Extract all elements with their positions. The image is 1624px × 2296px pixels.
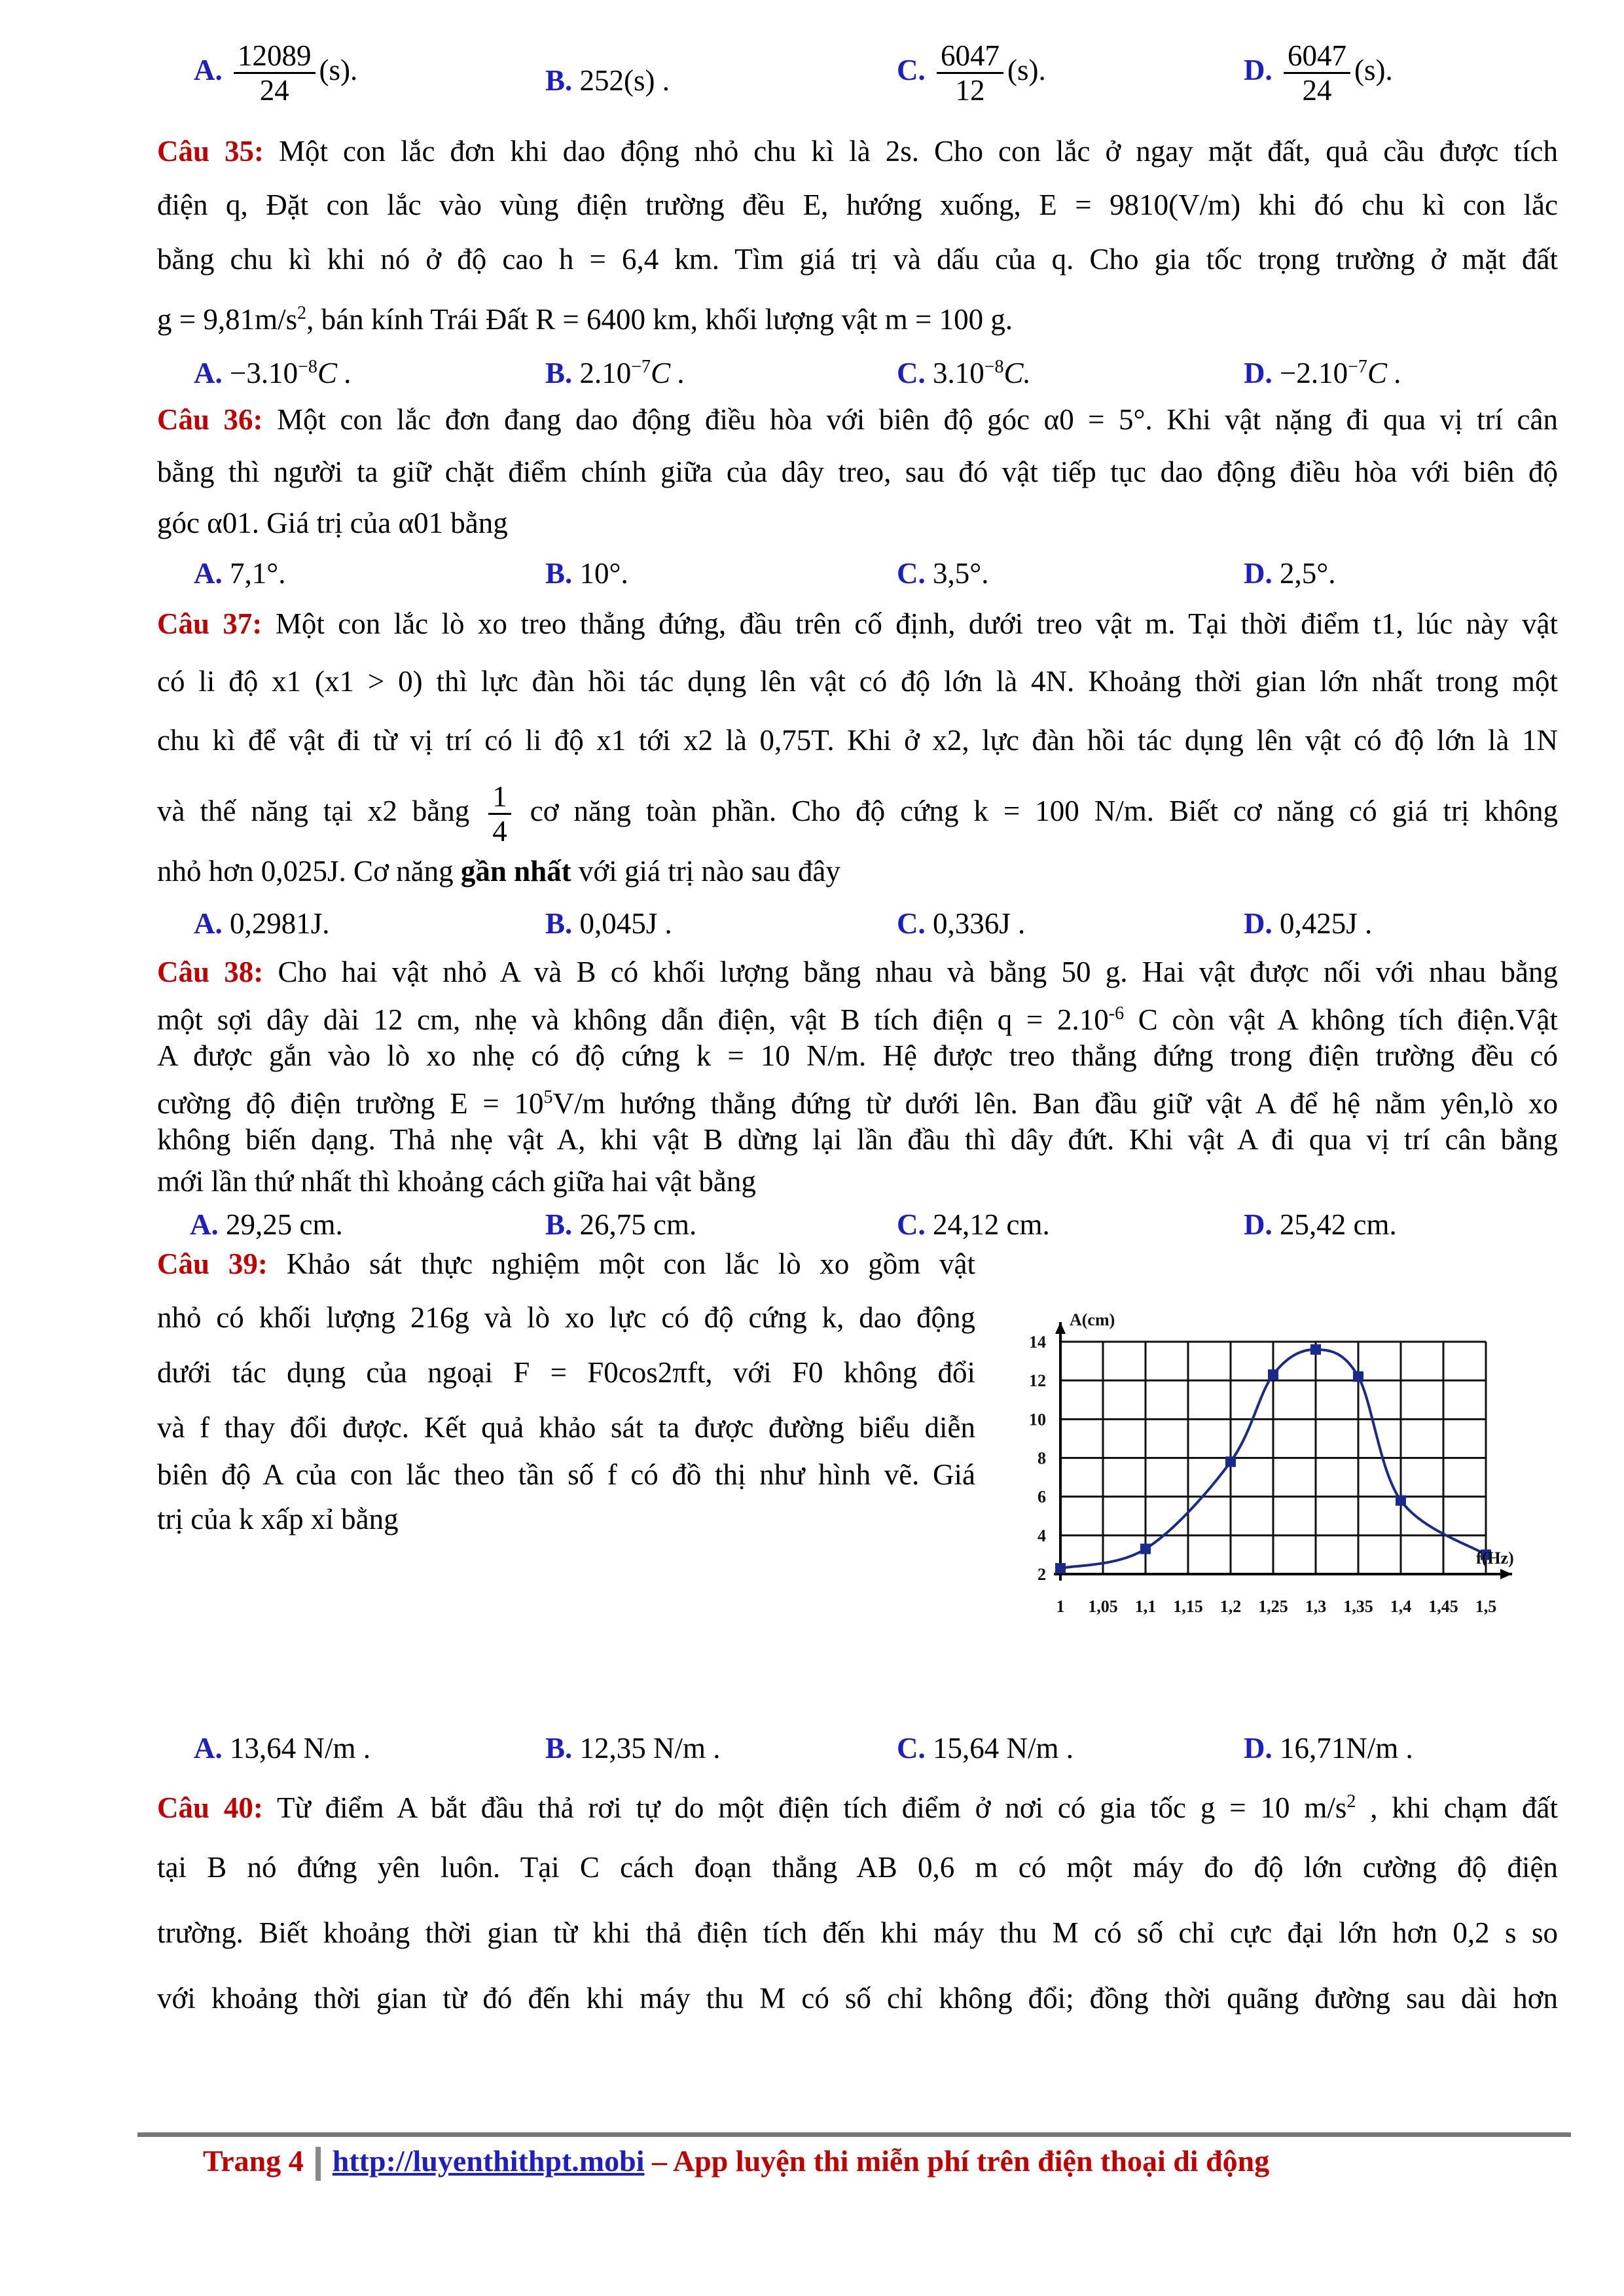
data-point <box>1055 1563 1066 1573</box>
x-tick-label: 1,3 <box>1305 1597 1327 1616</box>
q38-line-3: A được gắn vào lò xo nhẹ có độ cứng k = 10 N/m. Hệ được treo thẳng đứng trong điện trường đều có <box>157 1039 1558 1072</box>
q36-option-d: D. 2,5°. <box>1244 557 1336 590</box>
data-point <box>1225 1456 1236 1467</box>
q37-line-3: chu kì để vật đi từ vị trí có li độ x1 tới x2 là 0,75T. Khi ở x2, lực đàn hồi tác dụng lên vật có độ lớn là 1N <box>157 724 1558 757</box>
y-tick-label: 2 <box>1038 1565 1046 1584</box>
q37-line-2: có li độ x1 (x1 > 0) thì lực đàn hồi tác dụng lên vật có độ lớn là 4N. Khoảng thời gian lớn nhất trong một <box>157 665 1558 698</box>
y-tick-label: 6 <box>1038 1487 1046 1507</box>
q34-option-b: B. 252(s) . <box>545 64 670 97</box>
q40-line-1: Câu 40: Từ điểm A bắt đầu thả rơi tự do một điện tích điểm ở nơi có gia tốc g = 10 $m/s^2$ , khi chạm đất <box>157 1791 1559 1824</box>
q37-option-c: C. 0,336J . <box>897 907 1026 940</box>
q38-option-d: D. 25,42 cm. <box>1244 1208 1397 1241</box>
chart-x-label: f(Hz) <box>1476 1549 1514 1568</box>
q37-option-a: A. 0,2981J. <box>194 907 330 940</box>
q38-option-c: C. 24,12 cm. <box>897 1208 1050 1241</box>
q39-line-2: nhỏ có khối lượng 216g và lò xo lực có độ cứng k, dao động <box>157 1301 975 1334</box>
q35-line-1: Câu 35: Một con lắc đơn khi dao động nhỏ chu kì là 2s. Cho con lắc ở ngay mặt đất, quả cầu được tích <box>157 135 1559 168</box>
q34-option-a: A. $\frac{12089}{24}$ (s). <box>194 39 358 107</box>
q39-line-6: trị của k xấp xỉ bằng <box>157 1503 399 1535</box>
fraction: $\frac{6047}{24}$ <box>1284 39 1350 107</box>
x-tick-label: 1,2 <box>1219 1597 1242 1616</box>
q35-option-b: B. $2.10^{-7}C$ . <box>545 357 685 389</box>
x-tick-label: 1,4 <box>1390 1597 1412 1616</box>
x-tick-label: 1,1 <box>1134 1597 1157 1616</box>
x-tick-label: 1,05 <box>1088 1597 1118 1616</box>
x-tick-label: 1,15 <box>1173 1597 1203 1616</box>
q37-line-5: nhỏ hơn 0,025J. Cơ năng gần nhất với giá trị nào sau đây <box>157 855 840 888</box>
x-tick-label: 1,25 <box>1258 1597 1288 1616</box>
data-point <box>1353 1371 1363 1382</box>
q37-option-b: B. 0,045J . <box>545 907 672 940</box>
fraction: $\frac{12089}{24}$ <box>234 39 316 107</box>
q35-option-c: C. $3.10^{-8}C$. <box>897 357 1031 389</box>
q40-line-2: tại B nó đứng yên luôn. Tại C cách đoạn thẳng AB 0,6 m có một máy đo độ lớn cường độ điện <box>157 1851 1558 1884</box>
q35-option-d: D. $-2.10^{-7}C$ . <box>1244 357 1402 389</box>
q35-line-3: bằng chu kì khi nó ở độ cao h = 6,4 km. Tìm giá trị và dấu của q. Cho gia tốc trọng trường ở mặt đất <box>157 243 1558 276</box>
q38-line-6: mới lần thứ nhất thì khoảng cách giữa hai vật bằng <box>157 1165 756 1198</box>
footer-separator <box>316 2147 321 2181</box>
page-number: Trang 4 <box>203 2144 304 2178</box>
amplitude-frequency-chart <box>1008 1299 1519 1649</box>
chart-y-label: A(cm) <box>1070 1310 1115 1329</box>
footer-link[interactable]: http://luyenthithpt.mobi <box>332 2144 645 2178</box>
x-axis-arrow <box>1500 1569 1512 1579</box>
fraction: $\frac{6047}{12}$ <box>937 39 1003 107</box>
q37-option-d: D. 0,425J . <box>1244 907 1373 940</box>
fraction: $\frac{1}{4}$ <box>488 780 511 848</box>
q38-option-a: A. 29,25 cm. <box>190 1208 343 1241</box>
q34-option-d: D. $\frac{6047}{24}$ (s). <box>1244 39 1393 107</box>
x-tick-label: 1,5 <box>1475 1597 1497 1616</box>
q39-option-b: B. 12,35 N/m . <box>545 1732 721 1765</box>
q37-line-4: và thế năng tại x2 bằng $\frac{1}{4}$ cơ năng toàn phần. Cho độ cứng k = 100 N/m. Biết cơ năng có giá trị không <box>157 780 1559 848</box>
y-axis-arrow <box>1055 1322 1066 1334</box>
y-tick-label: 14 <box>1029 1333 1046 1352</box>
q36-option-b: B. 10°. <box>545 557 628 590</box>
q38-line-5: không biến dạng. Thả nhẹ vật A, khi vật B dừng lại lần đầu thì dây đứt. Khi vật A đi qua vị trí cân bằng <box>157 1123 1558 1156</box>
q40-line-3: trường. Biết khoảng thời gian từ khi thả điện tích đến khi máy thu M có số chỉ cực đại lớn hơn 0,2 s so <box>157 1916 1558 1949</box>
q39-option-a: A. 13,64 N/m . <box>194 1732 371 1765</box>
q39-option-d: D. 16,71N/m . <box>1244 1732 1413 1765</box>
footer-tagline: – App luyện thi miễn phí trên điện thoại di động <box>644 2144 1270 2178</box>
q38-line-1: Câu 38: Cho hai vật nhỏ A và B có khối lượng bằng nhau và bằng 50 g. Hai vật được nối với nhau bằng <box>157 956 1559 988</box>
data-point <box>1396 1496 1406 1506</box>
q37-line-1: Câu 37: Một con lắc lò xo treo thẳng đứng, đầu trên cố định, dưới treo vật m. Tại thời điểm t1, lúc này vật <box>157 607 1558 640</box>
q35-option-a: A. $-3.10^{-8}C$ . <box>194 357 352 389</box>
q39-line-5: biên độ A của con lắc theo tần số f có đồ thị như hình vẽ. Giá <box>157 1458 975 1491</box>
q39-line-3: dưới tác dụng của ngoại F = F0cos2πft, với F0 không đổi <box>157 1356 975 1389</box>
data-point <box>1140 1544 1151 1554</box>
q39-option-c: C. 15,64 N/m . <box>897 1732 1074 1765</box>
q36-line-1: Câu 36: Một con lắc đơn đang dao động điều hòa với biên độ góc α0 = 5°. Khi vật nặng đi qua vị trí cân <box>157 403 1558 436</box>
q39-line-1: Câu 39: Khảo sát thực nghiệm một con lắc lò xo gồm vật <box>157 1247 976 1280</box>
x-tick-label: 1,45 <box>1428 1597 1458 1616</box>
data-point <box>1268 1369 1278 1380</box>
footer-divider <box>137 2132 1571 2137</box>
q34-option-c: C. $\frac{6047}{12}$ (s). <box>897 39 1046 107</box>
y-tick-label: 4 <box>1038 1526 1046 1545</box>
y-tick-label: 10 <box>1029 1410 1046 1429</box>
q38-line-2: một sợi dây dài 12 cm, nhẹ và không dẫn điện, vật B tích điện $q = 2.10^{-6}$ C còn vật A không tích điện.Vật <box>157 1003 1559 1036</box>
q38-option-b: B. 26,75 cm. <box>545 1208 697 1241</box>
q36-option-c: C. 3,5°. <box>897 557 989 590</box>
q38-line-4: cường độ điện trường $E = 10^5V/m$ hướng thẳng đứng từ dưới lên. Ban đầu giữ vật A để hệ nằm yên,lò xo <box>157 1087 1558 1120</box>
q36-option-a: A. 7,1°. <box>194 557 286 590</box>
data-point <box>1310 1344 1321 1355</box>
y-tick-label: 12 <box>1029 1371 1046 1391</box>
q35-line-4: $g = 9,81m/s^2$, bán kính Trái Đất R = 6400 km, khối lượng vật m = 100 g. <box>157 303 1013 336</box>
y-tick-label: 8 <box>1038 1448 1046 1468</box>
q36-line-3: góc α01. Giá trị của α01 bằng <box>157 507 508 539</box>
q35-line-2: điện q, Đặt con lắc vào vùng điện trường đều E, hướng xuống, E = 9810(V/m) khi đó chu kì con lắc <box>157 188 1558 221</box>
x-tick-label: 1 <box>1056 1597 1065 1616</box>
footer <box>203 2144 1269 2181</box>
x-tick-label: 1,35 <box>1343 1597 1373 1616</box>
q36-line-2: bằng thì người ta giữ chặt điểm chính giữa của dây treo, sau đó vật tiếp tục dao động điều hòa với biên độ <box>157 456 1558 488</box>
q40-line-4: với khoảng thời gian từ đó đến khi máy thu M có số chỉ không đổi; đồng thời quãng đường sau dài hơn <box>157 1982 1558 2015</box>
q39-line-4: và f thay đổi được. Kết quả khảo sát ta được đường biểu diễn <box>157 1411 975 1444</box>
